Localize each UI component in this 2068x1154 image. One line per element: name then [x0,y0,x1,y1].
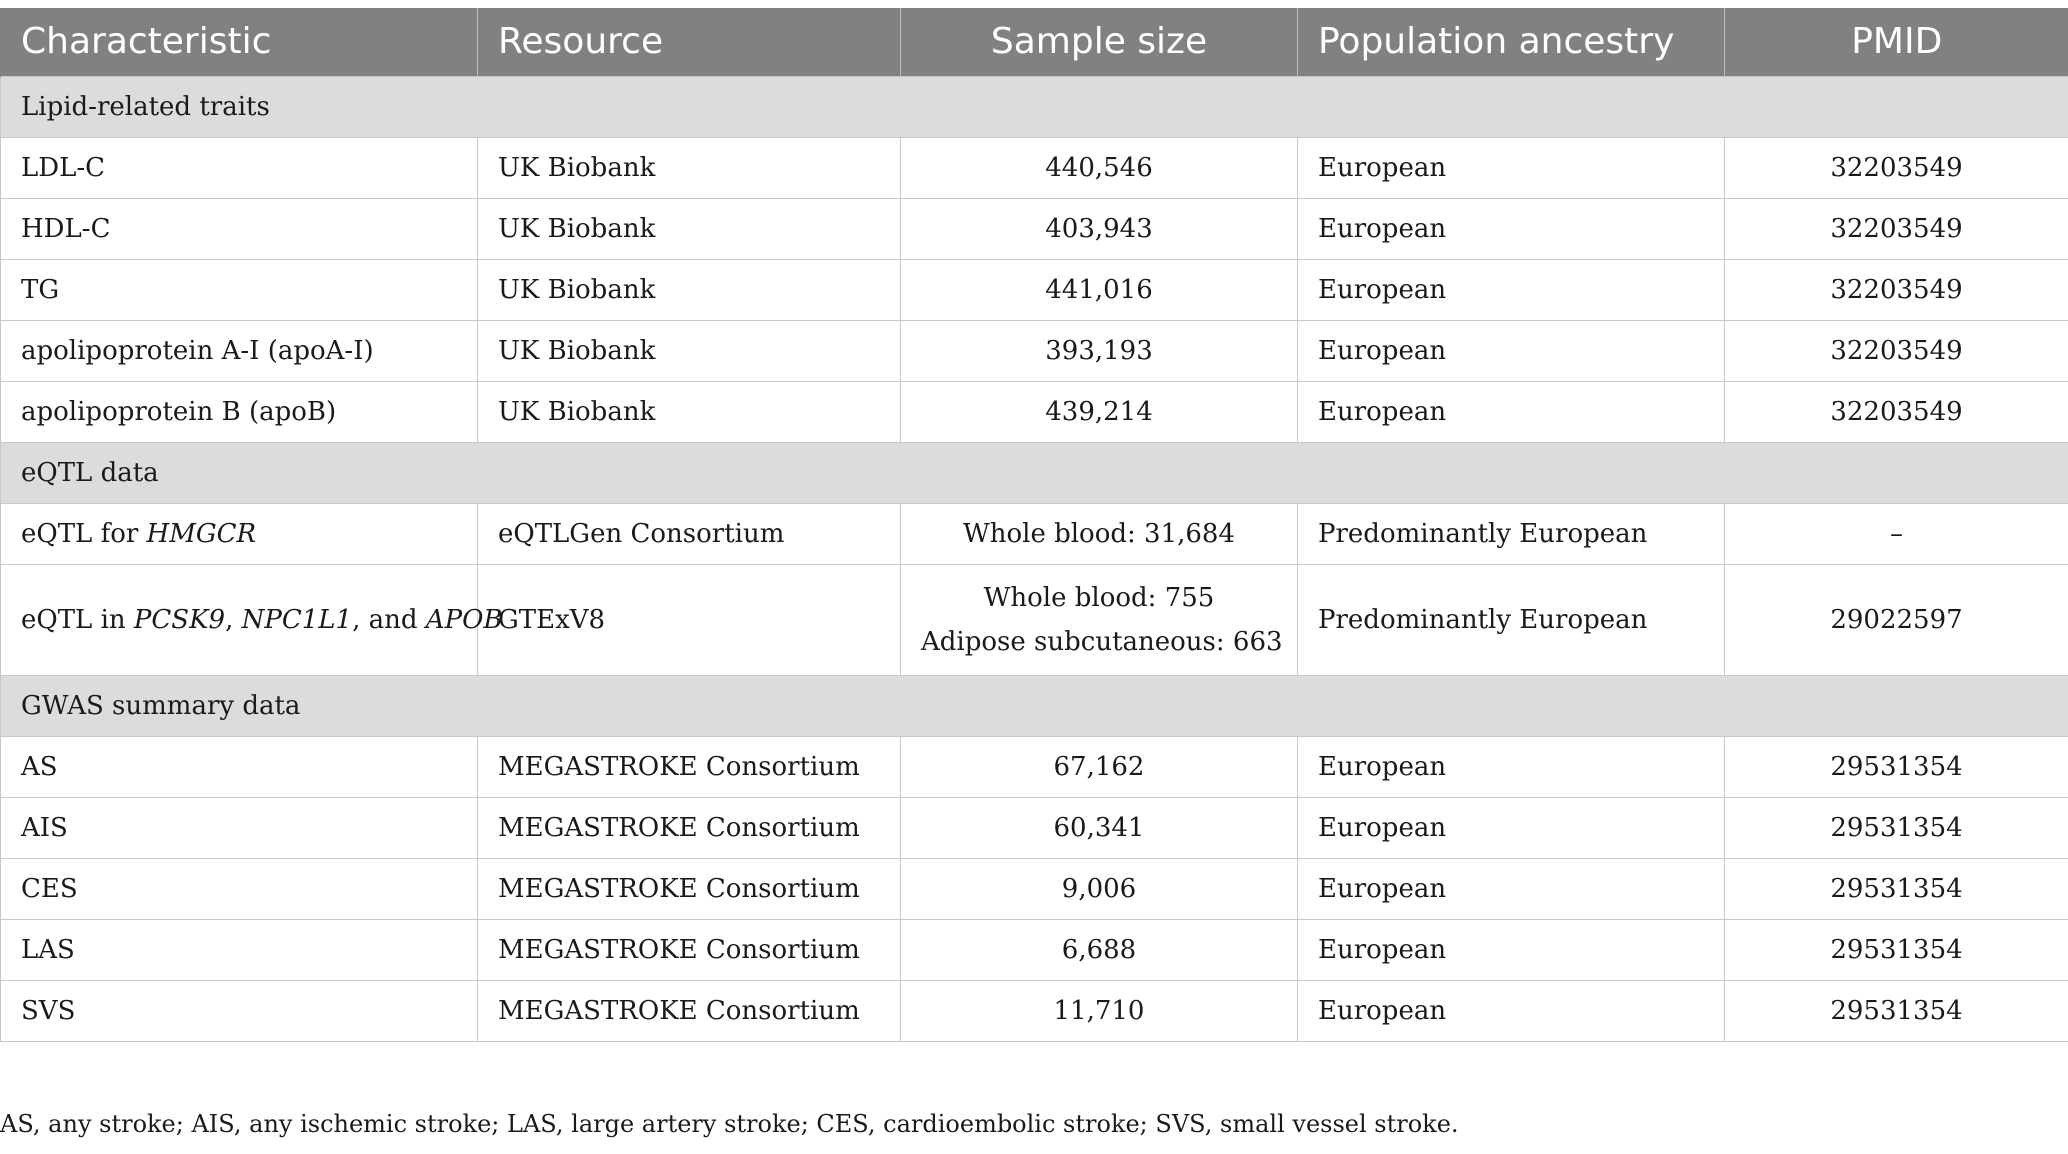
cell-pmid: 29531354 [1725,919,2068,980]
table-row [1,564,2068,675]
table-body [1,76,2068,1041]
cell-sample-size: 441,016 [901,259,1298,320]
section-row-eqtl [1,442,2068,503]
cell-resource: UK Biobank [478,320,901,381]
cell-sample-size: 439,214 [901,381,1298,442]
cell-sample-size: 60,341 [901,797,1298,858]
cell-characteristic [1,564,503,675]
table-row [1,797,2068,858]
cell-pmid: 32203549 [1725,137,2068,198]
cell-pmid: 29531354 [1725,858,2068,919]
section-title: Lipid-related traits [1,76,2068,137]
cell-resource: MEGASTROKE Consortium [478,736,901,797]
cell-ancestry: European [1298,858,1725,919]
table-row [1,736,2068,797]
cell-characteristic: AS [1,736,478,797]
table-row [1,259,2068,320]
cell-resource: MEGASTROKE Consortium [478,858,901,919]
table-row [1,198,2068,259]
header-resource: Resource [478,8,901,76]
cell-characteristic: CES [1,858,478,919]
cell-characteristic: apolipoprotein A-I (apoA-I) [1,320,478,381]
cell-ancestry: European [1298,797,1725,858]
cell-pmid: 29531354 [1725,797,2068,858]
cell-pmid: 29531354 [1725,736,2068,797]
gene-name: PCSK9 [133,604,226,635]
cell-resource: MEGASTROKE Consortium [478,797,901,858]
section-row-lipid [1,76,2068,137]
cell-resource: GTExV8 [478,564,901,675]
cell-resource: eQTLGen Consortium [478,503,901,564]
cell-sample-size: 9,006 [901,858,1298,919]
cell-characteristic: apolipoprotein B (apoB) [1,381,478,442]
table-row [1,919,2068,980]
cell-resource: UK Biobank [478,259,901,320]
cell-pmid: 29531354 [1725,980,2068,1041]
cell-ancestry: European [1298,980,1725,1041]
table-row [1,980,2068,1041]
cell-sample-size: 393,193 [901,320,1298,381]
table-row [1,503,2068,564]
cell-pmid: 32203549 [1725,198,2068,259]
header-sample-size: Sample size [901,8,1298,76]
cell-sample-size: 67,162 [901,736,1298,797]
cell-sample-size [901,564,1298,675]
separator: , and [352,604,426,635]
gene-name: APOB [425,604,503,635]
cell-characteristic: TG [1,259,478,320]
sample-line: Adipose subcutaneous: 663 [921,626,1283,657]
cell-resource: UK Biobank [478,137,901,198]
cell-pmid: 29022597 [1725,564,2068,675]
cell-characteristic [1,503,478,564]
char-prefix: eQTL for [21,518,147,549]
cell-ancestry: European [1298,259,1725,320]
cell-pmid: 32203549 [1725,381,2068,442]
cell-sample-size: 11,710 [901,980,1298,1041]
separator: , [225,604,242,635]
header-ancestry: Population ancestry [1298,8,1725,76]
section-title: eQTL data [1,442,2068,503]
table-row [1,320,2068,381]
cell-sample-size: Whole blood: 31,684 [901,503,1298,564]
gene-name: NPC1L1 [241,604,353,635]
cell-resource: MEGASTROKE Consortium [478,980,901,1041]
cell-ancestry: European [1298,320,1725,381]
cell-ancestry: Predominantly European [1298,503,1725,564]
header-characteristic: Characteristic [1,8,478,76]
header-row [1,8,2068,76]
cell-pmid: – [1725,503,2068,564]
cell-resource: UK Biobank [478,198,901,259]
header-pmid: PMID [1725,8,2068,76]
cell-ancestry: Predominantly European [1298,564,1725,675]
table-row [1,858,2068,919]
cell-sample-size: 6,688 [901,919,1298,980]
section-title: GWAS summary data [1,675,2068,736]
cell-sample-size: 403,943 [901,198,1298,259]
table-header [1,8,2068,76]
cell-ancestry: European [1298,919,1725,980]
cell-resource: UK Biobank [478,381,901,442]
cell-pmid: 32203549 [1725,320,2068,381]
char-prefix: eQTL in [21,604,134,635]
cell-characteristic: HDL-C [1,198,478,259]
gene-name: HMGCR [146,518,257,549]
cell-characteristic: AIS [1,797,478,858]
table-row [1,137,2068,198]
cell-characteristic: LAS [1,919,478,980]
cell-pmid: 32203549 [1725,259,2068,320]
cell-ancestry: European [1298,736,1725,797]
table-row [1,381,2068,442]
data-table [0,8,2068,1042]
section-row-gwas [1,675,2068,736]
cell-characteristic: LDL-C [1,137,478,198]
cell-ancestry: European [1298,381,1725,442]
cell-sample-size: 440,546 [901,137,1298,198]
cell-resource: MEGASTROKE Consortium [478,919,901,980]
table-footnote: AS, any stroke; AIS, any ischemic stroke; LAS, large artery stroke; CES, cardioembolic stroke; SVS, small vessel stroke. [0,1110,1459,1138]
cell-ancestry: European [1298,137,1725,198]
cell-characteristic: SVS [1,980,478,1041]
sample-line: Whole blood: 755 [983,582,1215,613]
cell-ancestry: European [1298,198,1725,259]
